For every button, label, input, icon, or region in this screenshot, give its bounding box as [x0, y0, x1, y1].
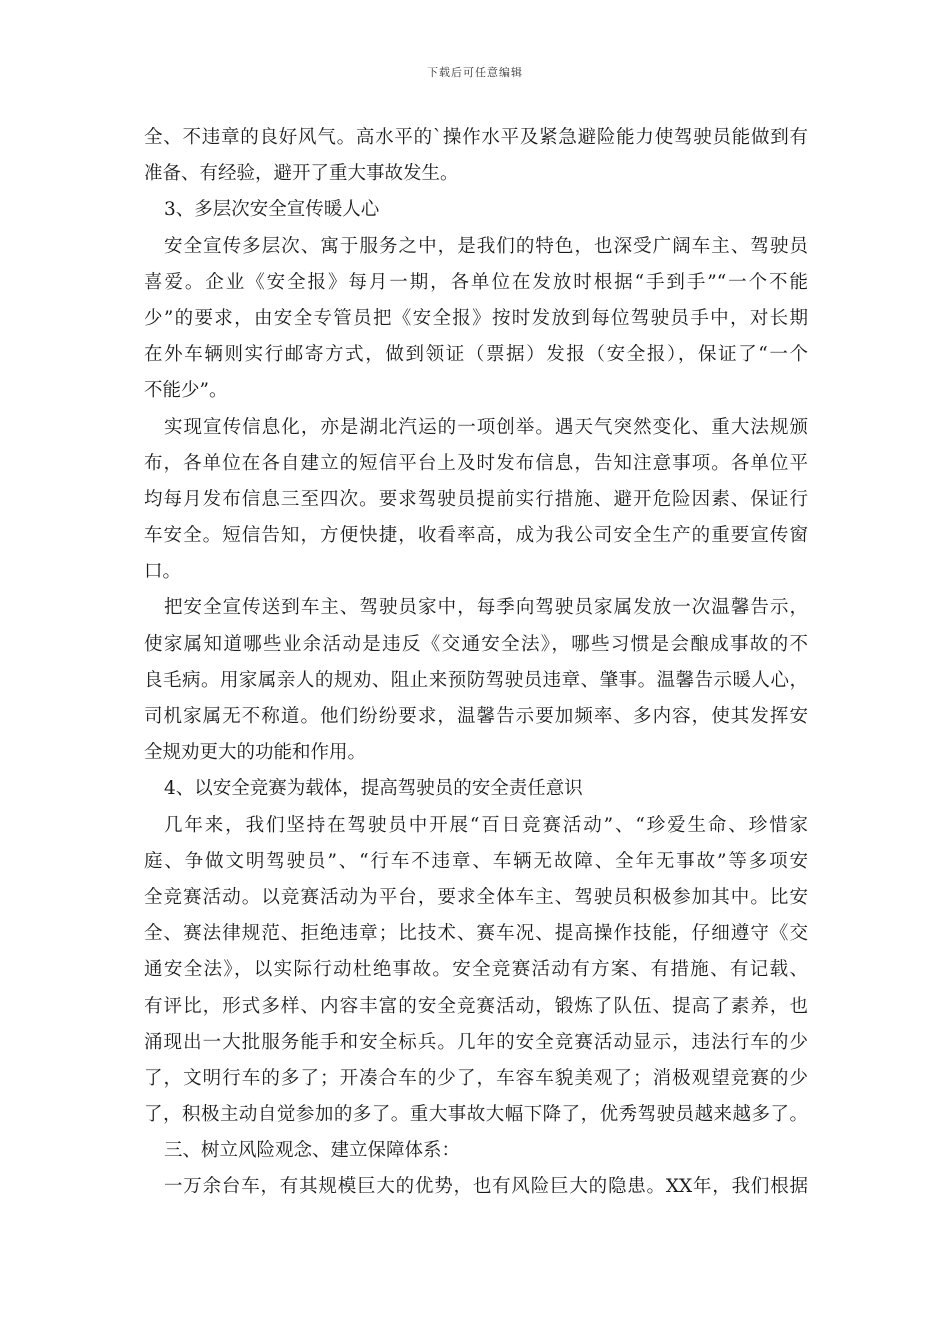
text-line: 几年来，我们坚持在驾驶员中开展“百日竞赛活动”、“珍爱生命、珍惜家	[164, 814, 808, 836]
text-line: 涌现出一大批服务能手和安全标兵。几年的安全竞赛活动显示，违法行车的少	[144, 1031, 808, 1053]
text-line: 少”的要求，由安全专管员把《安全报》按时发放到每位驾驶员手中，对长期	[144, 307, 808, 329]
text-line: 一万余台车，有其规模巨大的优势，也有风险巨大的隐患。XX年，我们根据	[164, 1176, 808, 1198]
text-line: 庭、争做文明驾驶员”、“行车不违章、车辆无故障、全年无事故”等多项安	[144, 850, 808, 872]
text-line: 把安全宣传送到车主、驾驶员家中，每季向驾驶员家属发放一次温馨告示，	[164, 597, 808, 619]
text-line: 3、多层次安全宣传暖人心	[164, 199, 380, 221]
text-line: 喜爱。企业《安全报》每月一期，各单位在发放时根据“手到手”“一个不能	[144, 271, 808, 293]
text-line: 实现宣传信息化，亦是湖北汽运的一项创举。遇天气突然变化、重大法规颁	[164, 416, 808, 438]
text-line: 4、以安全竞赛为载体，提高驾驶员的安全责任意识	[164, 778, 583, 800]
text-line: 安全宣传多层次、寓于服务之中，是我们的特色，也深受广阔车主、驾驶员	[164, 235, 808, 257]
text-line: 不能少”。	[144, 380, 228, 402]
text-line: 在外车辆则实行邮寄方式，做到领证（票据）发报（安全报），保证了“一个	[144, 344, 808, 366]
text-line: 口。	[144, 561, 182, 583]
text-line: 均每月发布信息三至四次。要求驾驶员提前实行措施、避开危险因素、保证行	[144, 488, 808, 510]
text-line: 车安全。短信告知，方便快捷，收看率高，成为我公司安全生产的重要宣传窗	[144, 525, 808, 547]
text-line: 全、赛法律规范、拒绝违章；比技术、赛车况、提高操作技能，仔细遵守《交	[144, 923, 808, 945]
page-header: 下载后可任意编辑	[427, 66, 523, 79]
text-line: 通安全法》，以实际行动杜绝事故。安全竞赛活动有方案、有措施、有记载、	[144, 959, 808, 981]
text-line: 了，积极主动自觉参加的多了。重大事故大幅下降了，优秀驾驶员越来越多了。	[144, 1104, 808, 1126]
text-line: 全规劝更大的功能和作用。	[144, 742, 367, 764]
text-line: 准备、有经验，避开了重大事故发生。	[144, 163, 459, 185]
text-line: 有评比，形式多样、内容丰富的安全竞赛活动，锻炼了队伍、提高了素养，也	[144, 995, 808, 1017]
text-line: 全、不违章的良好风气。高水平的`操作水平及紧急避险能力使驾驶员能做到有	[144, 127, 808, 148]
text-line: 全竞赛活动。以竞赛活动为平台，要求全体车主、驾驶员积极参加其中。比安	[144, 886, 808, 908]
text-line: 三、树立风险观念、建立保障体系：	[164, 1140, 461, 1162]
text-line: 良毛病。用家属亲人的规劝、阻止来预防驾驶员违章、肇事。温馨告示暖人心，	[144, 669, 808, 691]
text-line: 司机家属无不称道。他们纷纷要求，温馨告示要加频率、多内容，使其发挥安	[144, 706, 808, 727]
text-line: 了，文明行车的多了；开凑合车的少了，车容车貌美观了；消极观望竞赛的少	[144, 1067, 808, 1089]
document-body	[144, 120, 808, 1206]
text-line: 布，各单位在各自建立的短信平台上及时发布信息，告知注意事项。各单位平	[144, 452, 808, 474]
text-line: 使家属知道哪些业余活动是违反《交通安全法》，哪些习惯是会酿成事故的不	[144, 633, 808, 655]
